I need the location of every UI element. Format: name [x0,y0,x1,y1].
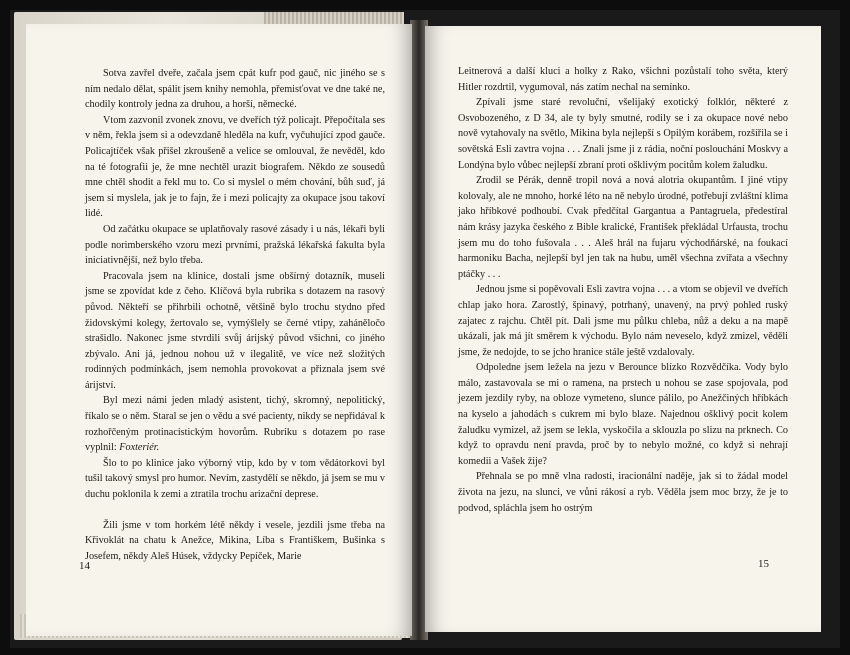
paragraph: Jednou jsme si popěvovali Esli zavtra vojna . . . a vtom se objevil ve dveřích chlap jako hora. Zarostlý, špinavý, potrhaný, unavený, na prvý pohled ruský zajatec z rajchu. Chtěl pít. Dali jsme mu půlku chleba, nůž a deku a na mapě ukázali, jak má jít směrem k východu. Bylo nám neveselo, když zmizel, věděli jsme, že nedojde, to se jcho hranice stále ještě vzdalovaly. [458,284,788,358]
right-page-text [458,64,788,516]
paragraph [85,393,385,455]
right-page [425,26,821,632]
paragraph: Odpoledne jsem ležela na jezu v Berounce blízko Rozvědčíka. Vody bylo málo, zastavovala se mi o ramena, na prstech u nohou se zase spojovala, pod jezem jezdily ryby, na obloze vymeteno, slunce pálilo, po Anežčiných hříbkách na kyselo a jahodách s cukrem mi bylo blaze. Najednou ošklivý pocit kolem žaludku vymizel, až jsem se lekla, vyskočila a sklouzla po slizu na prknech. Co když to opravdu není pravda, proč by to nebylo možné, co když si nehrají komedii a Vašek žije? [458,362,788,467]
paragraph: Leitnerová a další kluci a holky z Rako, všichni pozůstalí toho světa, který Hitler rozdrtil, vygumoval, nás zatím nechal na semínko. [458,66,788,93]
paragraph: Vtom zazvonil zvonek znovu, ve dveřích týž policajt. Přepočítala ses v něm, řekla jsem si a odevzdaně hleděla na kufr, vyčuhující zpod gauče. Policajtíček však přišel zkroušeně a velice se omlouval, že nevěděl, kdo na té fotografii je, že mne nechtěl urazit biografem. Někdo ze sousedů mne chtěl shodit a řekl mu to. Co si myslel o mém chování, bůh suď, já jsem si myslela, jak je to fajn, že i mezi policajty za okupace jsou takoví lidé. [85,114,385,220]
paragraph: Zrodil se Pérák, denně tropil nová a nová alotria okupantům. I jiné vtipy kolovaly, ale ne mnoho, horké léto na ně nebylo úrodné, potřebují zvláštní klima jako hříbkové podhoubí. Cvak předčítal Gargantua a Pantagruela, předestíral nám krásy jazyka českého z Bible kralické, František překládal Urfausta, trochu jsem mu do toho fušovala . . . Aleš hrál na fujaru východňárské, na foukací harmoniku Bacha, nejlepší byl jen tak na hubu, uměl všechna zvířata a všechny ptáčky . . . [458,175,788,280]
italic-word: Foxteriér. [119,442,160,454]
paragraph: Pracovala jsem na klinice, dostali jsme obšírný dotazník, museli jsme se zpovídat kde z čeho. Klíčová byla rubrika s dotazem na rasový původ. Někteří se přihrbili ochotně, většině bylo trochu stydno před židovskými kolegy, žertovalo se, vymýšlely se černé vtipy, zaháněločo strašidlo. Nakonec jsme stvrdili svůj árijský původ všichni, co jiného zbývalo. Ani já, jednou nohou už v ilegalitě, ve více než složitých rodinných podmínkách, jsem nemohla provokovat a přiznala jsem své árijství. [85,270,385,391]
paragraph: Přehnala se po mně vlna radosti, iracionální naděje, jak si to žádal model života na jezu, na slunci, ve vůni rákosí a ryb. Věděla jsem moc brzy, že je to podvod, spláchla jsem ho ostrým [458,471,788,514]
left-page [26,24,412,636]
page-number: 14 [79,560,90,572]
paragraph-text: Byl mezi námi jeden mladý asistent, tichý, skromný, nepolitický, říkalo se o něm. Staral se jen o vědu a své pacienty, nikdy se nepřidával k rozhořčeným protinacistickým hovorům. Rubriku s dotazem po rase vyplnil: [85,395,385,454]
paragraph: Šlo to po klinice jako výborný vtip, kdo by v tom vědátorkovi byl tušil takový smysl pro humor. Nevím, zastydělí se někdo, já jsem se mu v duchu poklonila k zemi a ztratila trochu arizační deprese. [85,457,385,501]
paragraph: Zpívali jsme staré revoluční, všelijaký exotický folklór, některé z Osvobozeného, z D 34, ale ty byly smutné, rodily se i za okupace nové nebo nově vytahovaly na světlo, Mikina byla nejlepší s Opilým korábem, rozšířila se i sovětská Esli zavtra vojna . . . Znali jsme ji z rádia, noční poslouchání Moskvy a Londýna bylo vůbec nejlepší zbraní proti ošklivým pocitům kolem žaludku. [458,97,788,171]
page-number: 15 [758,558,769,570]
paragraph: Žili jsme v tom horkém létě někdy i vesele, jezdili jsme třeba na Křivoklát na chatu k Anežce, Mikina, Líba s Františkem, Bušinka s Josefem, někdy Aleš Húsek, vždycky Pepíček, Marie [85,519,385,562]
left-page-text [85,66,385,564]
paragraph: Sotva zavřel dveře, začala jsem cpát kufr pod gauč, nic jiného se s ním nedalo dělat, spálit jsem knihy nemohla, přemisťovat ve dne také ne, chodily kontroly jedna za druhou, a horší, německé. [85,68,385,111]
cover-cloth-top [264,12,404,24]
paragraph: Od začátku okupace se uplatňovaly rasové zásady i u nás, lékaři byli podle norimberského vzoru mezi prvními, pražská lékařská fakulta byla iniciativnější, než bylo třeba. [85,223,385,267]
